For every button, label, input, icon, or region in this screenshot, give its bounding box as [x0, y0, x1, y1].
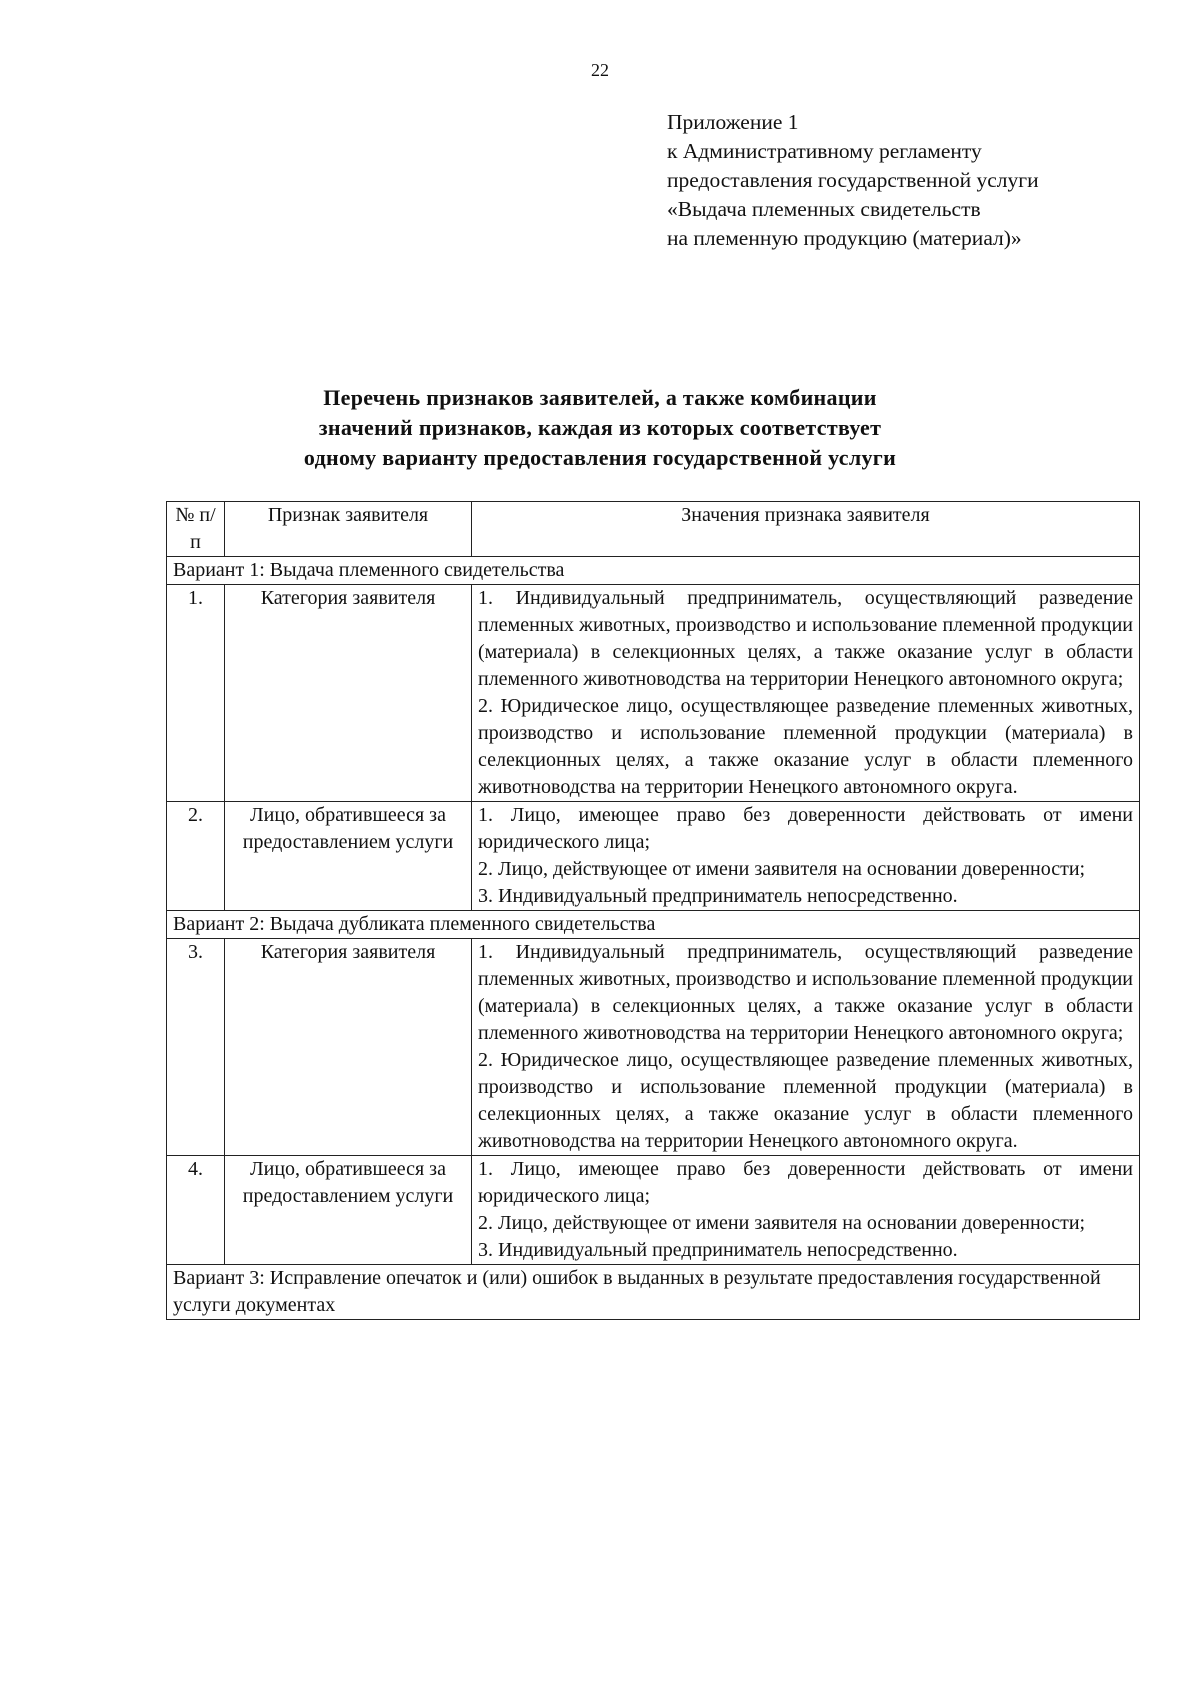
row-attribute: Лицо, обратившееся за предоставлением услуги — [225, 802, 472, 911]
table-header-row — [167, 502, 1140, 557]
value-item: 3. Индивидуальный предприниматель непосредственно. — [478, 1239, 958, 1261]
title-line: значений признаков, каждая из которых соответствует — [318, 415, 882, 440]
table-row — [167, 939, 1140, 1156]
criteria-table — [166, 501, 1140, 1320]
header-attribute: Признак заявителя — [225, 502, 472, 557]
value-item: 1. Лицо, имеющее право без доверенности действовать от имени юридического лица; — [478, 804, 1133, 853]
title-line: Перечень признаков заявителей, а также комбинации — [323, 385, 877, 410]
row-attribute: Категория заявителя — [225, 585, 472, 802]
variant-label: Вариант 3: Исправление опечаток и (или) ошибок в выданных в результате предоставления государственной услуги документах — [167, 1265, 1140, 1320]
value-item: 2. Лицо, действующее от имени заявителя на основании доверенности; — [478, 858, 1086, 880]
value-item: 2. Юридическое лицо, осуществляющее разведение племенных животных, производство и использование племенной продукции (материала) в селекционных целях, а также оказание услуг в области племенного животноводства на территории Ненецкого автономного округа. — [478, 1049, 1133, 1152]
table-row — [167, 1156, 1140, 1265]
row-num: 1. — [167, 585, 225, 802]
value-item: 2. Лицо, действующее от имени заявителя на основании доверенности; — [478, 1212, 1086, 1234]
value-item: 1. Лицо, имеющее право без доверенности действовать от имени юридического лица; — [478, 1158, 1133, 1207]
page-number: 22 — [591, 60, 609, 80]
variant-row — [167, 911, 1140, 939]
table-row — [167, 802, 1140, 911]
variant-label: Вариант 1: Выдача племенного свидетельства — [167, 557, 1140, 585]
row-values — [472, 939, 1140, 1156]
row-num: 4. — [167, 1156, 225, 1265]
table-row — [167, 585, 1140, 802]
annex-line: «Выдача племенных свидетельств — [667, 197, 981, 221]
variant-row — [167, 1265, 1140, 1320]
row-values — [472, 585, 1140, 802]
title-line: одному варианту предоставления государственной услуги — [303, 445, 897, 470]
value-item: 3. Индивидуальный предприниматель непосредственно. — [478, 885, 958, 907]
header-num: № п/п — [167, 502, 225, 557]
row-attribute: Лицо, обратившееся за предоставлением услуги — [225, 1156, 472, 1265]
value-item: 1. Индивидуальный предприниматель, осуществляющий разведение племенных животных, производство и использование племенной продукции (материала) в селекционных целях, а также оказание услуг в области племенного животноводства на территории Ненецкого автономного округа; — [478, 587, 1133, 690]
annex-line: к Административному регламенту — [667, 139, 982, 163]
annex-line: предоставления государственной услуги — [667, 168, 1039, 192]
row-attribute: Категория заявителя — [225, 939, 472, 1156]
annex-block — [667, 108, 1039, 253]
row-num: 3. — [167, 939, 225, 1156]
header-values: Значения признака заявителя — [472, 502, 1140, 557]
annex-line: Приложение 1 — [667, 110, 799, 134]
row-values — [472, 802, 1140, 911]
row-values — [472, 1156, 1140, 1265]
row-num: 2. — [167, 802, 225, 911]
variant-row — [167, 557, 1140, 585]
value-item: 2. Юридическое лицо, осуществляющее разведение племенных животных, производство и использование племенной продукции (материала) в селекционных целях, а также оказание услуг в области племенного животноводства на территории Ненецкого автономного округа. — [478, 695, 1133, 798]
variant-label: Вариант 2: Выдача дубликата племенного свидетельства — [167, 911, 1140, 939]
annex-line: на племенную продукцию (материал)» — [667, 226, 1022, 250]
value-item: 1. Индивидуальный предприниматель, осуществляющий разведение племенных животных, производство и использование племенной продукции (материала) в селекционных целях, а также оказание услуг в области племенного животноводства на территории Ненецкого автономного округа; — [478, 941, 1133, 1044]
document-title — [0, 383, 1200, 473]
